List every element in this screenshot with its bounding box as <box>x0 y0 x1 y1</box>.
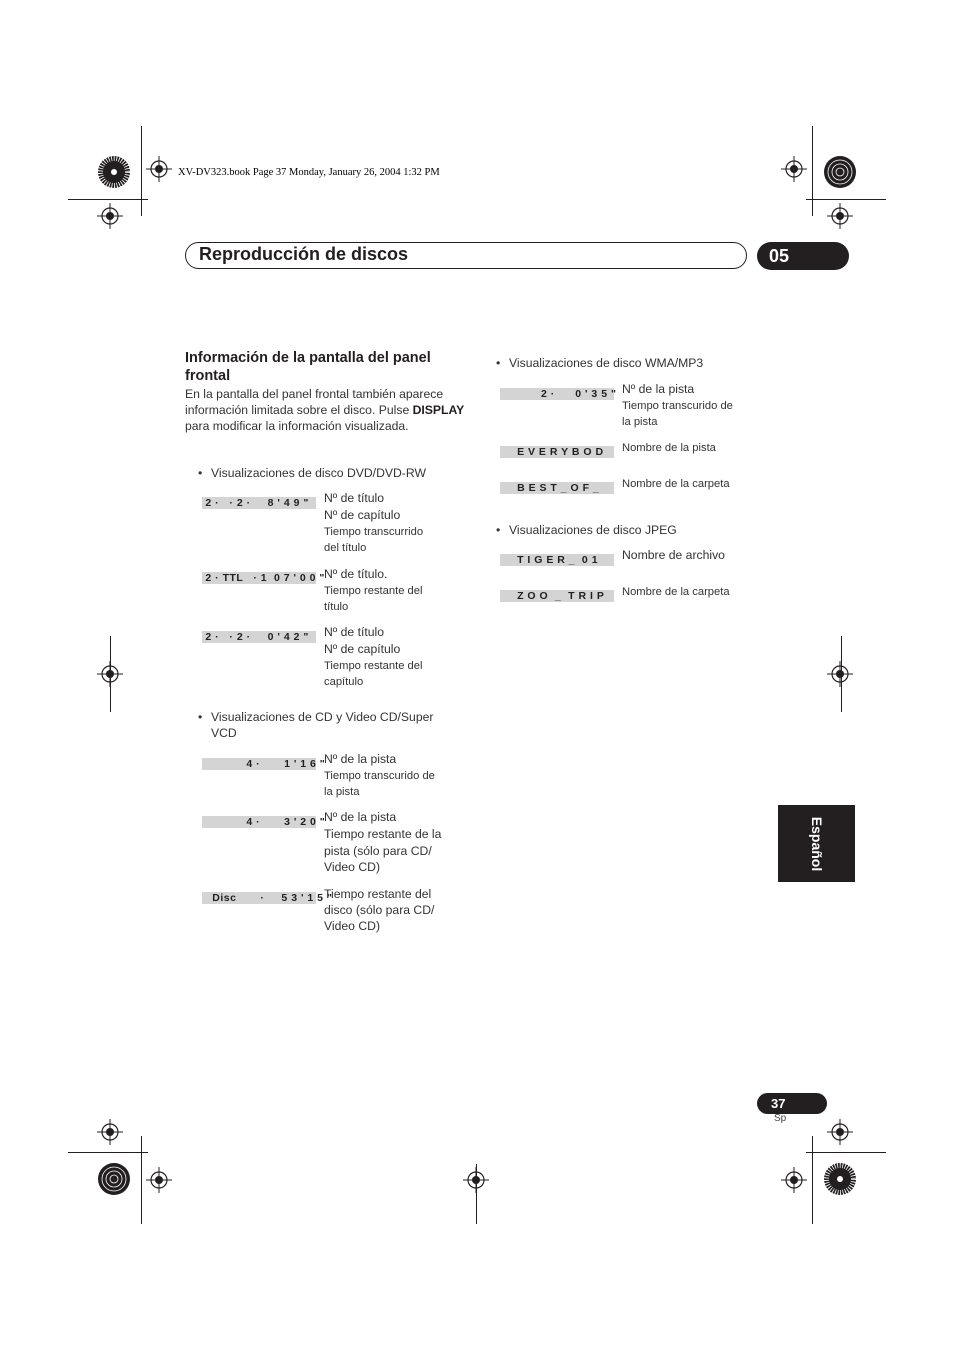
display-desc: pista (sólo para CD/ <box>324 844 432 858</box>
chapter-number-badge: 05 <box>757 242 849 270</box>
group-heading: Visualizaciones de disco WMA/MP3 <box>509 356 704 370</box>
display-desc: Nº de la pista <box>622 382 695 396</box>
display-desc: Nombre de la carpeta <box>622 478 730 490</box>
lcd-display: 2 · · 2 · 0 ' 4 2 " <box>202 631 316 643</box>
starburst-mark-icon <box>97 155 131 189</box>
display-desc: Tiempo restante de la <box>324 827 442 841</box>
bullet-wma: • Visualizaciones de disco WMA/MP3 <box>496 356 704 370</box>
display-desc: Nombre de la carpeta <box>622 586 730 598</box>
lcd-display: 2 · 0 ' 3 5 " <box>500 388 617 400</box>
bullet-dvd: • Visualizaciones de disco DVD/DVD-RW <box>198 466 426 480</box>
lcd-display: T I G E R _ 0 1 <box>500 554 614 566</box>
group-heading: Visualizaciones de disco JPEG <box>509 523 677 537</box>
display-desc: Tiempo transcurido de <box>622 400 733 412</box>
display-desc: Nombre de la pista <box>622 442 716 454</box>
registration-target-icon <box>97 203 123 229</box>
lcd-display: E V E R Y B O D <box>500 446 614 458</box>
display-desc: Nº de la pista <box>324 810 397 824</box>
display-desc: Nº de capítulo <box>324 642 401 656</box>
registration-target-icon <box>827 661 853 687</box>
intro-paragraph: En la pantalla del panel frontal también aparece información limitada sobre el disco. Pulse DISPLAY para modificar la información visualizada. <box>185 387 465 433</box>
display-desc: Nº de título <box>324 625 385 639</box>
registration-target-icon <box>146 156 172 182</box>
group-heading: Visualizaciones de disco DVD/DVD-RW <box>211 466 426 480</box>
language-tab <box>778 805 855 882</box>
chapter-title: Reproducción de discos <box>199 244 409 264</box>
starburst-mark-icon <box>823 1162 857 1196</box>
display-desc: disco (sólo para CD/ <box>324 903 435 917</box>
lcd-display: 2 · · 2 · 8 ' 4 9 " <box>202 497 316 509</box>
language-code: Sp <box>774 1113 787 1124</box>
display-desc: Nº de la pista <box>324 752 397 766</box>
display-desc: Video CD) <box>324 860 380 874</box>
lcd-display: 2 · TTL · 1 0 7 ' 0 0 " <box>202 572 325 584</box>
display-desc: Tiempo transcurido de <box>324 770 435 782</box>
display-desc: Tiempo restante del <box>324 585 423 597</box>
section-title: Información de la pantalla del panel frontal <box>185 350 431 384</box>
book-info-line: XV-DV323.book Page 37 Monday, January 26, 2004 1:32 PM <box>178 167 440 178</box>
display-desc: Tiempo restante del <box>324 660 423 672</box>
lcd-display: 4 · 1 ' 1 6 " <box>202 758 326 770</box>
lcd-display: B E S T _ O F _ <box>500 482 614 494</box>
display-desc: la pista <box>324 786 360 798</box>
registration-target-icon <box>827 203 853 229</box>
lcd-display: 4 · 3 ' 2 0 " <box>202 816 326 828</box>
display-desc: Nº de capítulo <box>324 508 401 522</box>
group-heading: VCD <box>211 726 237 740</box>
display-desc: Video CD) <box>324 919 380 933</box>
registration-target-icon <box>781 1167 807 1193</box>
registration-target-icon <box>463 1167 489 1193</box>
lcd-display: Z O O _ T R I P <box>500 590 614 602</box>
display-desc: del título <box>324 542 367 554</box>
bullet-jpeg: • Visualizaciones de disco JPEG <box>496 523 677 537</box>
display-desc: título <box>324 601 349 613</box>
display-desc: Nº de título <box>324 491 385 505</box>
display-desc: la pista <box>622 416 658 428</box>
starburst-mark-icon <box>823 155 857 189</box>
registration-target-icon <box>781 156 807 182</box>
page-number-badge: 37 <box>757 1093 827 1114</box>
display-desc: Tiempo transcurrido <box>324 526 424 538</box>
lcd-display: Disc · 5 3 ' 1 5 " <box>202 892 333 904</box>
display-desc: capítulo <box>324 676 364 688</box>
starburst-mark-icon <box>97 1162 131 1196</box>
display-desc: Nombre de archivo <box>622 548 725 562</box>
display-desc: Tiempo restante del <box>324 887 432 901</box>
group-heading: Visualizaciones de CD y Video CD/Super <box>211 710 434 724</box>
language-tab-label: Español <box>808 816 825 871</box>
display-desc: Nº de título. <box>324 567 388 581</box>
display-button-ref: DISPLAY <box>412 403 465 417</box>
registration-target-icon <box>827 1119 853 1145</box>
bullet-cd: • Visualizaciones de CD y Video CD/Super VCD <box>198 710 434 740</box>
registration-target-icon <box>97 661 123 687</box>
registration-target-icon <box>97 1119 123 1145</box>
registration-target-icon <box>146 1167 172 1193</box>
